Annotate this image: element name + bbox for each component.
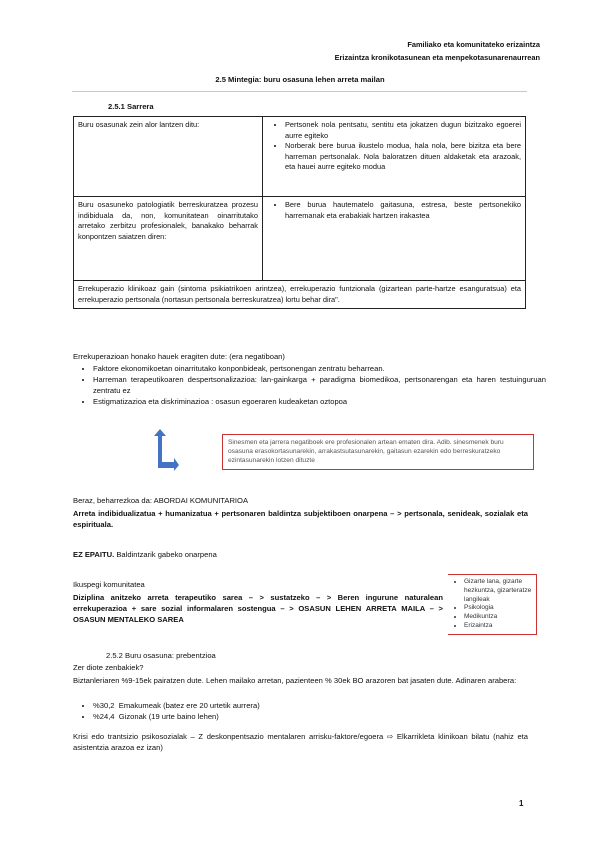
list-item: • Faktore ekonomikoetan oinarritutako konponbideak, pertsonengan zentratu beharrean.: [93, 363, 546, 374]
header-line-1: Familiako eta komunitateko erizaintza: [407, 40, 540, 49]
ikuspegi-text: Diziplina anitzeko arreta terapeutiko sarea – > sustatzeko – > Beren ingurune naturalean errekuperazioa + sare sozial informalaren sostengua – > OSASUN LEHEN ARRETA MAILA – > OSASUN MENTALEKO SAREA: [73, 593, 443, 624]
info-table: [73, 116, 526, 309]
subsection-heading-sarrera: 2.5.1 Sarrera: [108, 102, 154, 111]
list-item: • Pertsonek nola pentsatu, sentitu eta jokatzen dugun bizitzako egoerei aurre egiteko: [285, 120, 521, 141]
errek-intro: Errekuperazioan honako hauek eragiten dute: (era negatiboan): [73, 352, 285, 361]
table-cell-text: Errekuperazio klinikoaz gain (sintoma psikiatrikoen arintzea), errekuperazio funtzionala (gizartean parte-hartze esanguratsua) eta errekuperazio pertsonala (nortasun pertsonala berreskuratzea) lortu behar dira".: [78, 284, 521, 304]
list-item: • %30,2 Emakumeak (batez ere 20 urtetik aurrera): [93, 700, 546, 711]
table-cell: [263, 117, 526, 197]
krisi-text: Krisi edo trantsizio psikosozialak – Z deskonpentsazio mentalaren arrisku-faktore/egoera ⇨ Elkarrikleta klinikoan bilatu (nahiz eta asistentzia arazoa ez izan): [73, 732, 528, 752]
zer-list: [75, 700, 546, 722]
ikuspegi-title: Ikuspegi komunitatea: [73, 580, 145, 589]
beraz-line: [73, 495, 528, 506]
header-line-2: Erizaintza kronikotasunean eta menpekotasunarenaurrean: [334, 53, 540, 62]
beraz-text: Arreta indibidualizatua + humanizatua + pertsonaren baldintza subjektiboen onarpena – > pertsonala, senideak, sozialak eta espirituala.: [73, 509, 528, 529]
bullet-list: [267, 120, 521, 173]
page-number: 1: [519, 799, 524, 808]
table-cell: [263, 197, 526, 281]
professions-box: [448, 574, 537, 635]
list-item: • Erizaintza: [464, 622, 532, 631]
professions-list: [452, 578, 532, 631]
ez-epaitu-rest: Baldintzarik gabeko onarpena: [116, 550, 217, 559]
errek-list: [75, 363, 546, 407]
list-item: • Norberak bere burua ikustelo modua, hala nola, bere bizitza eta bere harreman pertsonalak. Nola baloratzen dituen aldaketak eta arazoak, eta hauei aurre egiteko modua: [285, 141, 521, 173]
subsection-heading-prebentzioa: 2.5.2 Buru osasuna: prebentzioa: [106, 651, 216, 660]
zer-question: Zer diote zenbakiek?: [73, 663, 144, 672]
zer-text: Biztanleriaren %9-15ek pairatzen dute. Lehen mailako arretan, pazienteen % 30ek BO arazoren bat jasaten dute. Adinaren arabera:: [73, 676, 517, 685]
table-cell: [74, 197, 263, 281]
table-cell: [74, 281, 526, 309]
ez-epaitu-bold: EZ EPAITU.: [73, 550, 115, 559]
list-item: • Psikologia: [464, 604, 532, 613]
bullet-list: [267, 200, 521, 221]
callout-note: Sinesmen eta jarrera negatiboek ere profesionalen artean ematen dira. Adib. sinesmenek buru osasuna erasokortasunarekin, arrakastsutasunarekin, gaitasun ezarekin edo berreskuratzeko ezintasunarekin lotzen dituzte: [222, 434, 534, 470]
section-title: 2.5 Mintegia: buru osasuna lehen arreta mailan: [215, 75, 385, 84]
list-item: • Bere burua hautematelo gaitasuna, estresa, beste pertsonekiko harremanak eta erabakiak hartzen irakastea: [285, 200, 521, 221]
list-item: • Harreman terapeutikoaren despertsonalizazioa: lan-gainkarga + paradigma biomedikoa, pertsonarengan eta haren testuinguruan zentratu ez: [93, 374, 546, 396]
table-cell-text: Buru osasuneko patologiatik berreskuratzea prozesu indibiduala da, non, komunitatean oinarritutako arretako zerbitzu profesionalek, banakako beharrak konpontzen saiatzen diren:: [78, 200, 258, 241]
list-item: • %24,4 Gizonak (19 urte baino lehen): [93, 711, 546, 722]
beraz-label: Beraz, beharrezkoa da:: [73, 496, 152, 505]
beraz-value: ABORDAI KOMUNITARIOA: [153, 496, 249, 505]
list-item: • Gizarte lana, gizarte hezkuntza, gizarteratze langileak: [464, 578, 532, 604]
table-cell-text: Buru osasunak zein alor lantzen ditu:: [78, 120, 200, 129]
bent-arrow-icon: [150, 428, 180, 472]
divider: [72, 91, 527, 92]
list-item: • Estigmatizazioa eta diskriminazioa : osasun egoeraren kudeaketan oztopoa: [93, 396, 546, 407]
table-cell: [74, 117, 263, 197]
ez-epaitu: [73, 549, 528, 560]
list-item: • Medikuntza: [464, 613, 532, 622]
